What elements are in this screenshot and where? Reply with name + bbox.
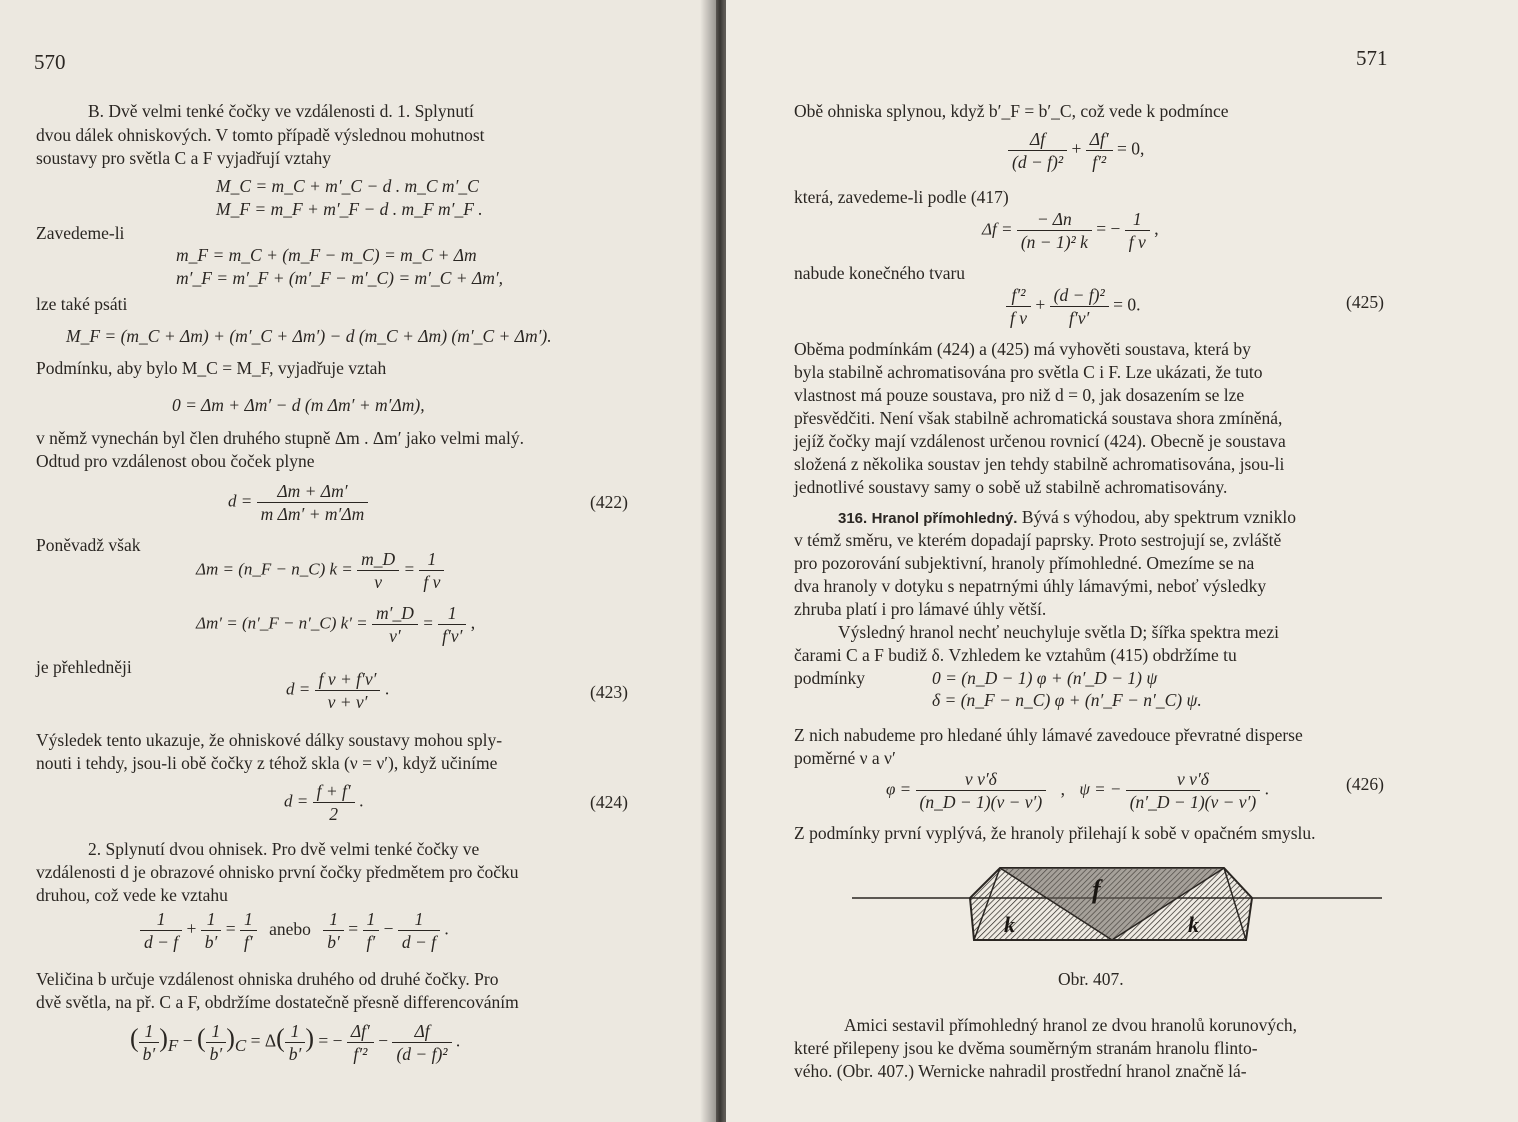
- equation-number: (425): [1346, 292, 1384, 312]
- text-line: poměrné ν a ν′: [794, 748, 896, 768]
- text-line: Z nich nabudeme pro hledané úhly lámavé zavedouce převratné disperse: [794, 725, 1303, 745]
- equation-423: d = $\frac{\text{f ν + f′ν′}}{\nu + \nu'}$ .: [286, 669, 390, 712]
- text-line: B. Dvě velmi tenké čočky ve vzdálenosti d. 1. Splynutí: [88, 101, 474, 121]
- equation: δ = (n_F − n_C) φ + (n′_F − n′_C) ψ.: [932, 690, 1202, 710]
- text-line: Amici sestavil přímohledný hranol ze dvou hranolů korunových,: [844, 1015, 1297, 1035]
- prism-figure: [852, 860, 1382, 960]
- text-line: které přilepeny jsou ke dvěma souměrným stranám hranolu flinto-: [794, 1038, 1258, 1058]
- equation: Δf = $\frac{- \Delta n}{\text{(n − 1)² k}}$ = − $\frac{1}{\text{f ν}}$ ,: [982, 209, 1159, 252]
- text-line: v témž směru, ve kterém dopadají paprsky. Proto sestrojují se, zvláště: [794, 530, 1282, 550]
- text-line: v němž vynechán byl člen druhého stupně Δm . Δm′ jako velmi malý.: [36, 428, 525, 448]
- equation: m′_F = m′_F + (m′_F − m′_C) = m′_C + Δm′,: [176, 268, 504, 288]
- equation: 0 = Δm + Δm′ − d (m Δm′ + m′Δm),: [172, 395, 425, 415]
- text-line: vzdálenosti d je obrazové ohnisko první čočky předmětem pro čočku: [36, 862, 519, 882]
- equation: Δm = (n_F − n_C) k = $\frac{m\_D}{\nu}$ = $\frac{1}{\text{f ν}}$: [196, 548, 444, 593]
- label-k: k: [1004, 912, 1015, 937]
- page-number: 571: [1356, 46, 1388, 70]
- text-line: dva hranoly v dotyku s nepatrnými úhly lámavými, neboť výsledky: [794, 576, 1267, 596]
- equation-426: φ = $\frac{\text{ν ν′δ}}{(n\_D - 1)(\nu - \nu')}$ , ψ = − $\frac{\text{ν ν′δ}}{(n'\_D - 1)(\nu - \nu')}$ .: [886, 769, 1269, 812]
- equation-number: (424): [590, 792, 628, 812]
- text-line: Oběma podmínkám (424) a (425) má vyhověti soustava, která by: [794, 339, 1251, 359]
- text-line: soustavy pro světla C a F vyjadřují vztahy: [36, 148, 332, 168]
- text-line: Zavedeme-li: [36, 223, 125, 243]
- equation: 0 = (n_D − 1) φ + (n′_D − 1) ψ: [932, 668, 1158, 688]
- text-line: složená z několika soustav jen tehdy stabilně achromatisována, jsou-li: [794, 454, 1285, 474]
- equation: M_C = m_C + m′_C − d . m_C m′_C: [216, 176, 479, 196]
- equation-number: (422): [590, 492, 628, 512]
- right-page: [726, 0, 1518, 1122]
- text-line: vého. (Obr. 407.) Wernicke nahradil prostřední hranol značně lá-: [794, 1061, 1247, 1081]
- text-line: lze také psáti: [36, 294, 128, 314]
- text-line: jednotlivé soustavy samy o sobě už stabilně achromatisovány.: [794, 477, 1228, 497]
- text-line: Výsledek tento ukazuje, že ohniskové dálky soustavy mohou sply-: [36, 730, 503, 750]
- equation-422: d = $\frac{\Delta m + \Delta m'}{\text{m Δm′ + m′Δm}}$: [228, 480, 368, 525]
- label-k: k: [1188, 912, 1199, 937]
- text-line: která, zavedeme-li podle (417): [794, 187, 1009, 207]
- equation-number: (426): [1346, 774, 1384, 794]
- text-line: Z podmínky první vyplývá, že hranoly přilehají k sobě v opačném smyslu.: [794, 823, 1316, 843]
- figure-caption: Obr. 407.: [1058, 969, 1124, 989]
- equation: m_F = m_C + (m_F − m_C) = m_C + Δm: [176, 245, 477, 265]
- text-line: dvou dálek ohniskových. V tomto případě výslednou mohutnost: [36, 125, 485, 145]
- text-line: zhruba platí i pro lámavé úhly větší.: [794, 599, 1047, 619]
- text-line: Veličina b určuje vzdálenost ohniska druhého od druhé čočky. Pro: [36, 969, 499, 989]
- text-line: Podmínku, aby bylo M_C = M_F, vyjadřuje vztah: [36, 358, 387, 378]
- page-number: 570: [34, 50, 66, 74]
- text-line: nouti i tehdy, jsou-li obě čočky z téhož skla (ν = ν′), když učiníme: [36, 753, 498, 773]
- equation: M_F = m_F + m′_F − d . m_F m′_F .: [216, 199, 483, 219]
- equation: $\frac{\Delta f}{\text{(d − f)²}}$ + $\frac{\Delta f'}{\text{f′²}}$ = 0,: [1008, 128, 1144, 173]
- text-line: druhou, což vede ke vztahu: [36, 885, 228, 905]
- text-line: 2. Splynutí dvou ohnisek. Pro dvě velmi tenké čočky ve: [88, 839, 480, 859]
- equation: ( $\frac{1}{b'}$ )$_F$ − ( $\frac{1}{b'}$ )$_C = \Delta$( $\frac{1}{b'}$ ) = − $\frac{\Delta f'}{\text{f′²}}$ − $\frac{\Delta f}{\text{(d − f)²}}$ .: [130, 1021, 461, 1064]
- text-line: je přehledněji: [36, 657, 132, 677]
- equation-number: (423): [590, 682, 628, 702]
- text-line: Obě ohniska splynou, když b′_F = b′_C, což vede k podmínce: [794, 101, 1229, 121]
- text-line: Odtud pro vzdálenost obou čoček plyne: [36, 451, 315, 471]
- equation-424: d = $\frac{f + f'}{2}$ .: [284, 781, 364, 824]
- text-line: pro pozorování subjektivní, hranoly přímohledné. Omezíme se na: [794, 553, 1255, 573]
- text-line: jejíž čočky mají vzdálenost určenou rovnicí (424). Obecně je soustava: [794, 431, 1286, 451]
- equation-425: $\frac{\text{f′²}}{\text{f ν}}$ + $\frac{\text{(d − f)²}}{f'\nu'}$ = 0.: [1006, 284, 1140, 329]
- label-f: f: [1092, 875, 1101, 904]
- text-line: nabude konečného tvaru: [794, 263, 966, 283]
- equation: $\frac{1}{d - f}$ + $\frac{1}{b'}$ = $\frac{1}{f'}$ anebo $\frac{1}{b'}$ = $\frac{1}{f'}$ − $\frac{1}{d - f}$ .: [140, 908, 449, 953]
- equation: M_F = (m_C + Δm) + (m′_C + Δm′) − d (m_C + Δm) (m′_C + Δm′).: [66, 326, 552, 346]
- text-line: přesvědčiti. Není však stabilně achromatická soustava shora zmíněná,: [794, 408, 1283, 428]
- left-page: [0, 0, 716, 1122]
- text-line: vlastnost má pouze soustava, pro niž d = 0, jak dosazením se lze: [794, 385, 1245, 405]
- section-heading: 316. Hranol přímohledný. Bývá s výhodou, aby spektrum vzniklo: [838, 507, 1296, 527]
- text-line: podmínky: [794, 668, 865, 688]
- text-line: čarami C a F budiž δ. Vzhledem ke vztahům (415) obdržíme tu: [794, 645, 1237, 665]
- text-line: Poněvadž však: [36, 535, 141, 555]
- equation: Δm′ = (n′_F − n′_C) k′ = $\frac{m'\_D}{\nu'}$ = $\frac{1}{f'\nu'}$ ,: [196, 603, 476, 646]
- text-line: dvě světla, na př. C a F, obdržíme dostatečně přesně differencováním: [36, 992, 519, 1012]
- text-line: Výsledný hranol nechť neuchyluje světla D; šířka spektra mezi: [838, 622, 1279, 642]
- text-line: byla stabilně achromatisována pro světla C i F. Lze ukázati, že tuto: [794, 362, 1263, 382]
